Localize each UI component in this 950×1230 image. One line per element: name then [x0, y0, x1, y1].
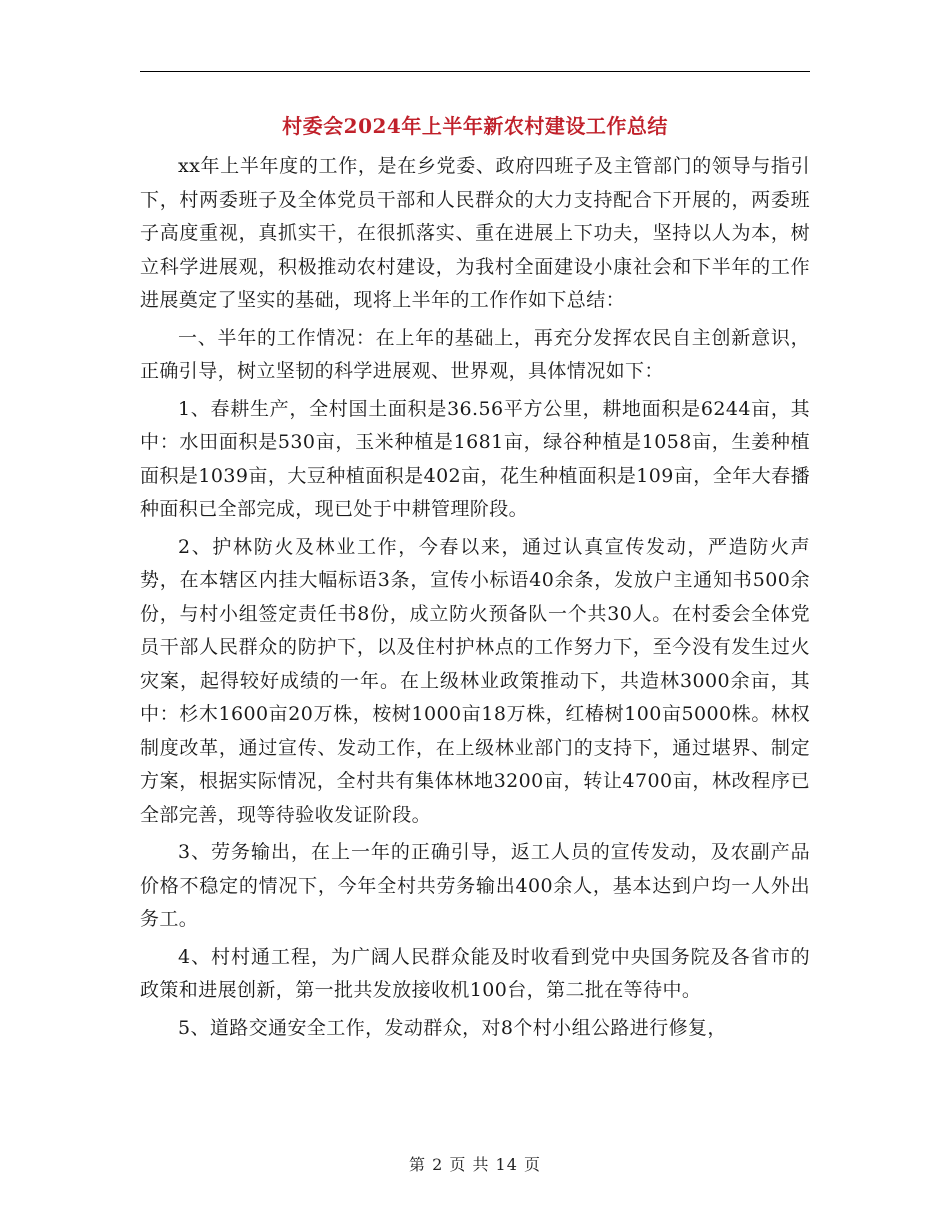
- page-number-footer: 第 2 页 共 14 页: [409, 1155, 541, 1174]
- paragraph-item-2-forestry: 2、护林防火及林业工作，今春以来，通过认真宣传发动，严造防火声势，在本辖区内挂大幅标语3条，宣传小标语40余条，发放户主通知书500余份，与村小组签定责任书8份，成立防火预备队一个共30人。在村委会全体党员干部人民群众的防护下，以及住村护林点的工作努力下，至今没有发生过火灾案，起得较好成绩的一年。在上级林业政策推动下，共造林3000余亩，其中：杉木1600亩20万株，桉树1000亩18万株，红椿树100亩5000株。林权制度改革，通过宣传、发动工作，在上级林业部门的支持下，通过堪界、制定方案，根据实际情况，全村共有集体林地3200亩，转让4700亩，林改程序已全部完善，现等待验收发证阶段。: [140, 535, 810, 826]
- paragraph-item-3-labor-export: 3、劳务输出，在上一年的正确引导，返工人员的宣传发动，及农副产品价格不稳定的情况下，今年全村共劳务输出400余人，基本达到户均一人外出务工。: [140, 841, 810, 930]
- paragraph-item-5-road-safety: 5、道路交通安全工作，发动群众，对8个村小组公路进行修复，: [178, 1016, 727, 1039]
- header-rule: [140, 71, 810, 72]
- paragraph-item-4-broadcast: 4、村村通工程，为广阔人民群众能及时收看到党中央国务院及各省市的政策和进展创新，第一批共发放接收机100台，第二批在等待中。: [140, 945, 810, 1001]
- paragraph-item-1-spring-farming: 1、春耕生产，全村国土面积是36.56平方公里，耕地面积是6244亩，其中：水田面积是530亩，玉米种植是1681亩，绿谷种植是1058亩，生姜种植面积是1039亩，大豆种植面积是402亩，花生种植面积是109亩，全年大春播种面积已全部完成，现已处于中耕管理阶段。: [140, 397, 810, 520]
- document-title: 村委会2024年上半年新农村建设工作总结: [282, 114, 668, 138]
- document-body: [140, 150, 810, 1049]
- paragraph-section-1: 一、半年的工作情况：在上年的基础上，再充分发挥农民自主创新意识，正确引导，树立坚韧的科学进展观、世界观，具体情况如下：: [140, 326, 810, 382]
- paragraph-intro: xx年上半年度的工作，是在乡党委、政府四班子及主管部门的领导与指引下，村两委班子及全体党员干部和人民群众的大力支持配合下开展的，两委班子高度重视，真抓实干，在很抓落实、重在进展上下功夫，坚持以人为本，树立科学进展观，积极推动农村建设，为我村全面建设小康社会和下半年的工作进展奠定了坚实的基础，现将上半年的工作作如下总结：: [140, 155, 810, 311]
